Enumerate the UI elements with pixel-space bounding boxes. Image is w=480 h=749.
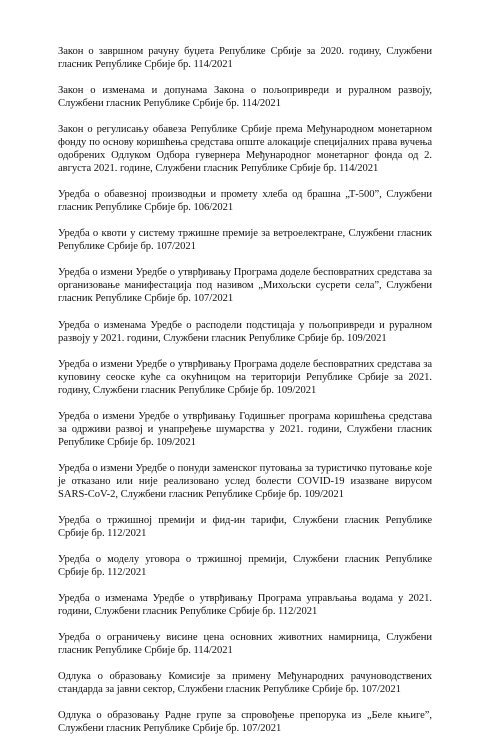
document-entry: Уредба о ограничењу висине цена основних животних намирница, Службени гласник Републике Србије бр. 114/2021 [58,632,432,657]
document-page [58,45,432,749]
document-entry: Уредба о измени Уредбе о утврђивању Програма доделе бесповратних средстава за организовање манифестација под називом „Михољски сусрети села”, Службени гласник Републике Србије бр. 107/2021 [58,267,432,305]
document-entry: Уредба о обавезној производњи и промету хлеба од брашна „Т-500”, Службени гласник Републике Србије бр. 106/2021 [58,189,432,214]
document-entry: Уредба о тржишној премији и фид-ин тарифи, Службени гласник Републике Србије бр. 112/2021 [58,514,432,539]
document-entry: Уредба о квоти у систему тржишне премије за ветроелектране, Службени гласник Републике Србије бр. 107/2021 [58,228,432,253]
document-entry: Уредба о измени Уредбе о утврђивању Програма доделе бесповратних средстава за куповину сеоске куће са окућницом на територији Републике Србије за 2021. годину, Службени гласник Републике Србије бр. 109/2021 [58,358,432,396]
document-entry: Уредба о изменама Уредбе о утврђивању Програма управљања водама у 2021. години, Службени гласник Републике Србије бр. 112/2021 [58,593,432,618]
document-entry: Уредба о моделу уговора о тржишној премији, Службени гласник Републике Србије бр. 112/2021 [58,554,432,579]
document-entry: Уредба о изменама Уредбе о расподели подстицаја у пољопривреди и руралном развоју у 2021. години, Службени гласник Републике Србије бр. 109/2021 [58,319,432,344]
document-entry: Закон о регулисању обавеза Републике Србије према Међународном монетарном фонду по основу коришћења средстава опште алокације специјалних права вучења одобрених Одлуком Одбора гувернера Међународног монетарног фонда од 2. августа 2021. године, Службени гласник Републике Србије бр. 114/2021 [58,124,432,175]
document-entry: Уредба о измени Уредбе о понуди заменског путовања за туристичко путовање које је отказано или није реализовано услед болести COVID-19 изазване вирусом SARS-CoV-2, Службени гласник Републике Србије бр. 109/2021 [58,462,432,500]
document-entry: Уредба о измени Уредбе о утврђивању Годишњег програма коришћења средстава за одрживи развој и унапређење шумарства у 2021. години, Службени гласник Републике Србије бр. 109/2021 [58,410,432,448]
document-entry: Одлука о образовању Радне групе за спровођење препорука из „Беле књиге”, Службени гласник Републике Србије бр. 107/2021 [58,710,432,735]
document-entry: Закон о изменама и допунама Закона о пољопривреди и руралном развоју, Службени гласник Републике Србије бр. 114/2021 [58,85,432,110]
document-entry: Одлука о образовању Комисије за примену Међународних рачуноводствених стандарда за јавни сектор, Службени гласник Републике Србије бр. 107/2021 [58,671,432,696]
document-entry: Закон о завршном рачуну буџета Републике Србије за 2020. годину, Службени гласник Републике Србије бр. 114/2021 [58,46,432,70]
